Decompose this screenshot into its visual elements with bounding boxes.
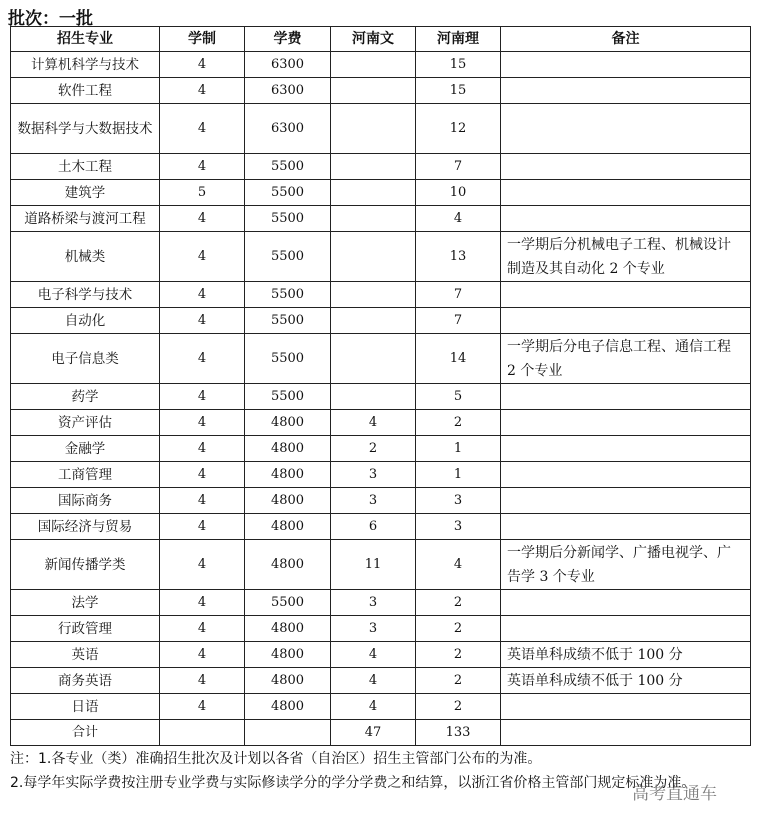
cell-fee: 6300 bbox=[245, 78, 331, 104]
cell-major: 建筑学 bbox=[11, 180, 160, 206]
cell-science: 7 bbox=[416, 308, 501, 334]
cell-years: 4 bbox=[160, 384, 245, 410]
cell-remark bbox=[501, 462, 751, 488]
cell-remark bbox=[501, 590, 751, 616]
cell-years: 4 bbox=[160, 206, 245, 232]
cell-arts bbox=[331, 154, 416, 180]
table-row bbox=[11, 668, 751, 694]
watermark: 高考直通车 bbox=[632, 784, 717, 804]
cell-arts bbox=[331, 384, 416, 410]
cell-science: 1 bbox=[416, 462, 501, 488]
table-row bbox=[11, 616, 751, 642]
cell-remark: 英语单科成绩不低于 100 分 bbox=[501, 642, 751, 668]
cell-arts: 4 bbox=[331, 410, 416, 436]
cell-years: 4 bbox=[160, 462, 245, 488]
cell-major: 自动化 bbox=[11, 308, 160, 334]
cell-years: 4 bbox=[160, 436, 245, 462]
cell-years: 4 bbox=[160, 540, 245, 590]
total-remark bbox=[501, 720, 751, 746]
cell-remark bbox=[501, 104, 751, 154]
cell-major: 商务英语 bbox=[11, 668, 160, 694]
cell-years: 4 bbox=[160, 154, 245, 180]
cell-science: 15 bbox=[416, 52, 501, 78]
cell-arts bbox=[331, 78, 416, 104]
table-row bbox=[11, 410, 751, 436]
cell-years: 4 bbox=[160, 282, 245, 308]
cell-major: 道路桥梁与渡河工程 bbox=[11, 206, 160, 232]
cell-fee: 4800 bbox=[245, 410, 331, 436]
table-row bbox=[11, 180, 751, 206]
cell-fee: 5500 bbox=[245, 334, 331, 384]
header-henan-science: 河南理 bbox=[416, 27, 501, 52]
cell-remark bbox=[501, 78, 751, 104]
cell-major: 法学 bbox=[11, 590, 160, 616]
cell-arts: 11 bbox=[331, 540, 416, 590]
cell-years: 4 bbox=[160, 78, 245, 104]
table-row bbox=[11, 334, 751, 384]
table-row bbox=[11, 436, 751, 462]
cell-arts bbox=[331, 206, 416, 232]
table-row bbox=[11, 52, 751, 78]
cell-remark bbox=[501, 384, 751, 410]
cell-years: 4 bbox=[160, 308, 245, 334]
cell-remark bbox=[501, 180, 751, 206]
cell-arts bbox=[331, 308, 416, 334]
cell-science: 3 bbox=[416, 514, 501, 540]
cell-arts bbox=[331, 52, 416, 78]
cell-major: 新闻传播学类 bbox=[11, 540, 160, 590]
cell-arts: 3 bbox=[331, 462, 416, 488]
cell-arts bbox=[331, 232, 416, 282]
header-major: 招生专业 bbox=[11, 27, 160, 52]
cell-remark bbox=[501, 616, 751, 642]
cell-fee: 4800 bbox=[245, 694, 331, 720]
cell-major: 土木工程 bbox=[11, 154, 160, 180]
cell-years: 4 bbox=[160, 590, 245, 616]
cell-years: 4 bbox=[160, 616, 245, 642]
cell-fee: 5500 bbox=[245, 232, 331, 282]
cell-major: 国际商务 bbox=[11, 488, 160, 514]
cell-arts bbox=[331, 334, 416, 384]
cell-arts bbox=[331, 282, 416, 308]
cell-remark bbox=[501, 514, 751, 540]
cell-major: 计算机科学与技术 bbox=[11, 52, 160, 78]
cell-years: 4 bbox=[160, 694, 245, 720]
cell-arts: 4 bbox=[331, 668, 416, 694]
table-row bbox=[11, 308, 751, 334]
cell-arts bbox=[331, 180, 416, 206]
cell-fee: 4800 bbox=[245, 642, 331, 668]
cell-arts bbox=[331, 104, 416, 154]
cell-major: 日语 bbox=[11, 694, 160, 720]
cell-science: 13 bbox=[416, 232, 501, 282]
cell-remark bbox=[501, 410, 751, 436]
table-row bbox=[11, 694, 751, 720]
cell-science: 15 bbox=[416, 78, 501, 104]
cell-arts: 6 bbox=[331, 514, 416, 540]
cell-science: 2 bbox=[416, 410, 501, 436]
cell-remark bbox=[501, 206, 751, 232]
cell-years: 4 bbox=[160, 514, 245, 540]
cell-science: 14 bbox=[416, 334, 501, 384]
cell-arts: 3 bbox=[331, 616, 416, 642]
cell-fee: 4800 bbox=[245, 436, 331, 462]
cell-arts: 3 bbox=[331, 488, 416, 514]
cell-fee: 6300 bbox=[245, 52, 331, 78]
enrollment-plan-table bbox=[10, 26, 751, 746]
cell-fee: 5500 bbox=[245, 590, 331, 616]
table-row bbox=[11, 590, 751, 616]
cell-remark bbox=[501, 282, 751, 308]
cell-fee: 5500 bbox=[245, 282, 331, 308]
table-body bbox=[11, 52, 751, 720]
cell-fee: 5500 bbox=[245, 206, 331, 232]
table-row bbox=[11, 232, 751, 282]
cell-science: 12 bbox=[416, 104, 501, 154]
cell-fee: 5500 bbox=[245, 180, 331, 206]
cell-fee: 4800 bbox=[245, 462, 331, 488]
cell-science: 4 bbox=[416, 540, 501, 590]
cell-years: 4 bbox=[160, 104, 245, 154]
cell-remark bbox=[501, 308, 751, 334]
cell-years: 4 bbox=[160, 232, 245, 282]
cell-major: 国际经济与贸易 bbox=[11, 514, 160, 540]
total-fee bbox=[245, 720, 331, 746]
cell-remark bbox=[501, 154, 751, 180]
header-fee: 学费 bbox=[245, 27, 331, 52]
cell-remark: 英语单科成绩不低于 100 分 bbox=[501, 668, 751, 694]
cell-fee: 4800 bbox=[245, 514, 331, 540]
table-row bbox=[11, 206, 751, 232]
cell-arts: 4 bbox=[331, 642, 416, 668]
cell-science: 3 bbox=[416, 488, 501, 514]
table-row bbox=[11, 154, 751, 180]
table-row bbox=[11, 540, 751, 590]
table-header-row bbox=[11, 27, 751, 52]
cell-years: 4 bbox=[160, 642, 245, 668]
cell-fee: 4800 bbox=[245, 488, 331, 514]
cell-remark bbox=[501, 52, 751, 78]
cell-years: 4 bbox=[160, 488, 245, 514]
cell-years: 4 bbox=[160, 334, 245, 384]
cell-fee: 4800 bbox=[245, 540, 331, 590]
cell-major: 行政管理 bbox=[11, 616, 160, 642]
cell-fee: 5500 bbox=[245, 384, 331, 410]
cell-science: 7 bbox=[416, 154, 501, 180]
cell-fee: 5500 bbox=[245, 308, 331, 334]
cell-fee: 5500 bbox=[245, 154, 331, 180]
cell-major: 资产评估 bbox=[11, 410, 160, 436]
cell-fee: 4800 bbox=[245, 668, 331, 694]
header-remarks: 备注 bbox=[501, 27, 751, 52]
cell-years: 4 bbox=[160, 668, 245, 694]
cell-arts: 4 bbox=[331, 694, 416, 720]
total-years bbox=[160, 720, 245, 746]
cell-arts: 3 bbox=[331, 590, 416, 616]
table-total-row bbox=[11, 720, 751, 746]
table-row bbox=[11, 462, 751, 488]
cell-major: 工商管理 bbox=[11, 462, 160, 488]
cell-major: 数据科学与大数据技术 bbox=[11, 104, 160, 154]
cell-major: 电子信息类 bbox=[11, 334, 160, 384]
note-2: 2.每学年实际学费按注册专业学费与实际修读学分的学分学费之和结算，以浙江省价格主管部门规定标准为准。 bbox=[10, 775, 696, 791]
note-1: 注：1.各专业（类）准确招生批次及计划以各省（自治区）招生主管部门公布的为准。 bbox=[10, 751, 542, 767]
cell-science: 2 bbox=[416, 590, 501, 616]
cell-science: 5 bbox=[416, 384, 501, 410]
cell-science: 4 bbox=[416, 206, 501, 232]
cell-remark: 一学期后分机械电子工程、机械设计制造及其自动化 2 个专业 bbox=[501, 232, 751, 282]
table-row bbox=[11, 282, 751, 308]
cell-major: 药学 bbox=[11, 384, 160, 410]
cell-years: 5 bbox=[160, 180, 245, 206]
cell-science: 7 bbox=[416, 282, 501, 308]
total-label: 合计 bbox=[11, 720, 160, 746]
cell-major: 软件工程 bbox=[11, 78, 160, 104]
total-arts: 47 bbox=[331, 720, 416, 746]
cell-science: 2 bbox=[416, 694, 501, 720]
table-row bbox=[11, 488, 751, 514]
cell-major: 机械类 bbox=[11, 232, 160, 282]
cell-arts: 2 bbox=[331, 436, 416, 462]
total-science: 133 bbox=[416, 720, 501, 746]
cell-fee: 4800 bbox=[245, 616, 331, 642]
header-years: 学制 bbox=[160, 27, 245, 52]
table-row bbox=[11, 642, 751, 668]
cell-science: 1 bbox=[416, 436, 501, 462]
cell-remark bbox=[501, 488, 751, 514]
table-row bbox=[11, 514, 751, 540]
cell-remark: 一学期后分电子信息工程、通信工程 2 个专业 bbox=[501, 334, 751, 384]
table-row bbox=[11, 104, 751, 154]
table-row bbox=[11, 384, 751, 410]
cell-remark: 一学期后分新闻学、广播电视学、广告学 3 个专业 bbox=[501, 540, 751, 590]
cell-major: 金融学 bbox=[11, 436, 160, 462]
table-row bbox=[11, 78, 751, 104]
cell-science: 2 bbox=[416, 642, 501, 668]
cell-remark bbox=[501, 436, 751, 462]
cell-years: 4 bbox=[160, 52, 245, 78]
cell-remark bbox=[501, 694, 751, 720]
cell-fee: 6300 bbox=[245, 104, 331, 154]
cell-major: 电子科学与技术 bbox=[11, 282, 160, 308]
cell-years: 4 bbox=[160, 410, 245, 436]
cell-science: 2 bbox=[416, 616, 501, 642]
batch-title: 批次：一批 bbox=[8, 9, 93, 29]
cell-science: 10 bbox=[416, 180, 501, 206]
cell-science: 2 bbox=[416, 668, 501, 694]
cell-major: 英语 bbox=[11, 642, 160, 668]
header-henan-arts: 河南文 bbox=[331, 27, 416, 52]
